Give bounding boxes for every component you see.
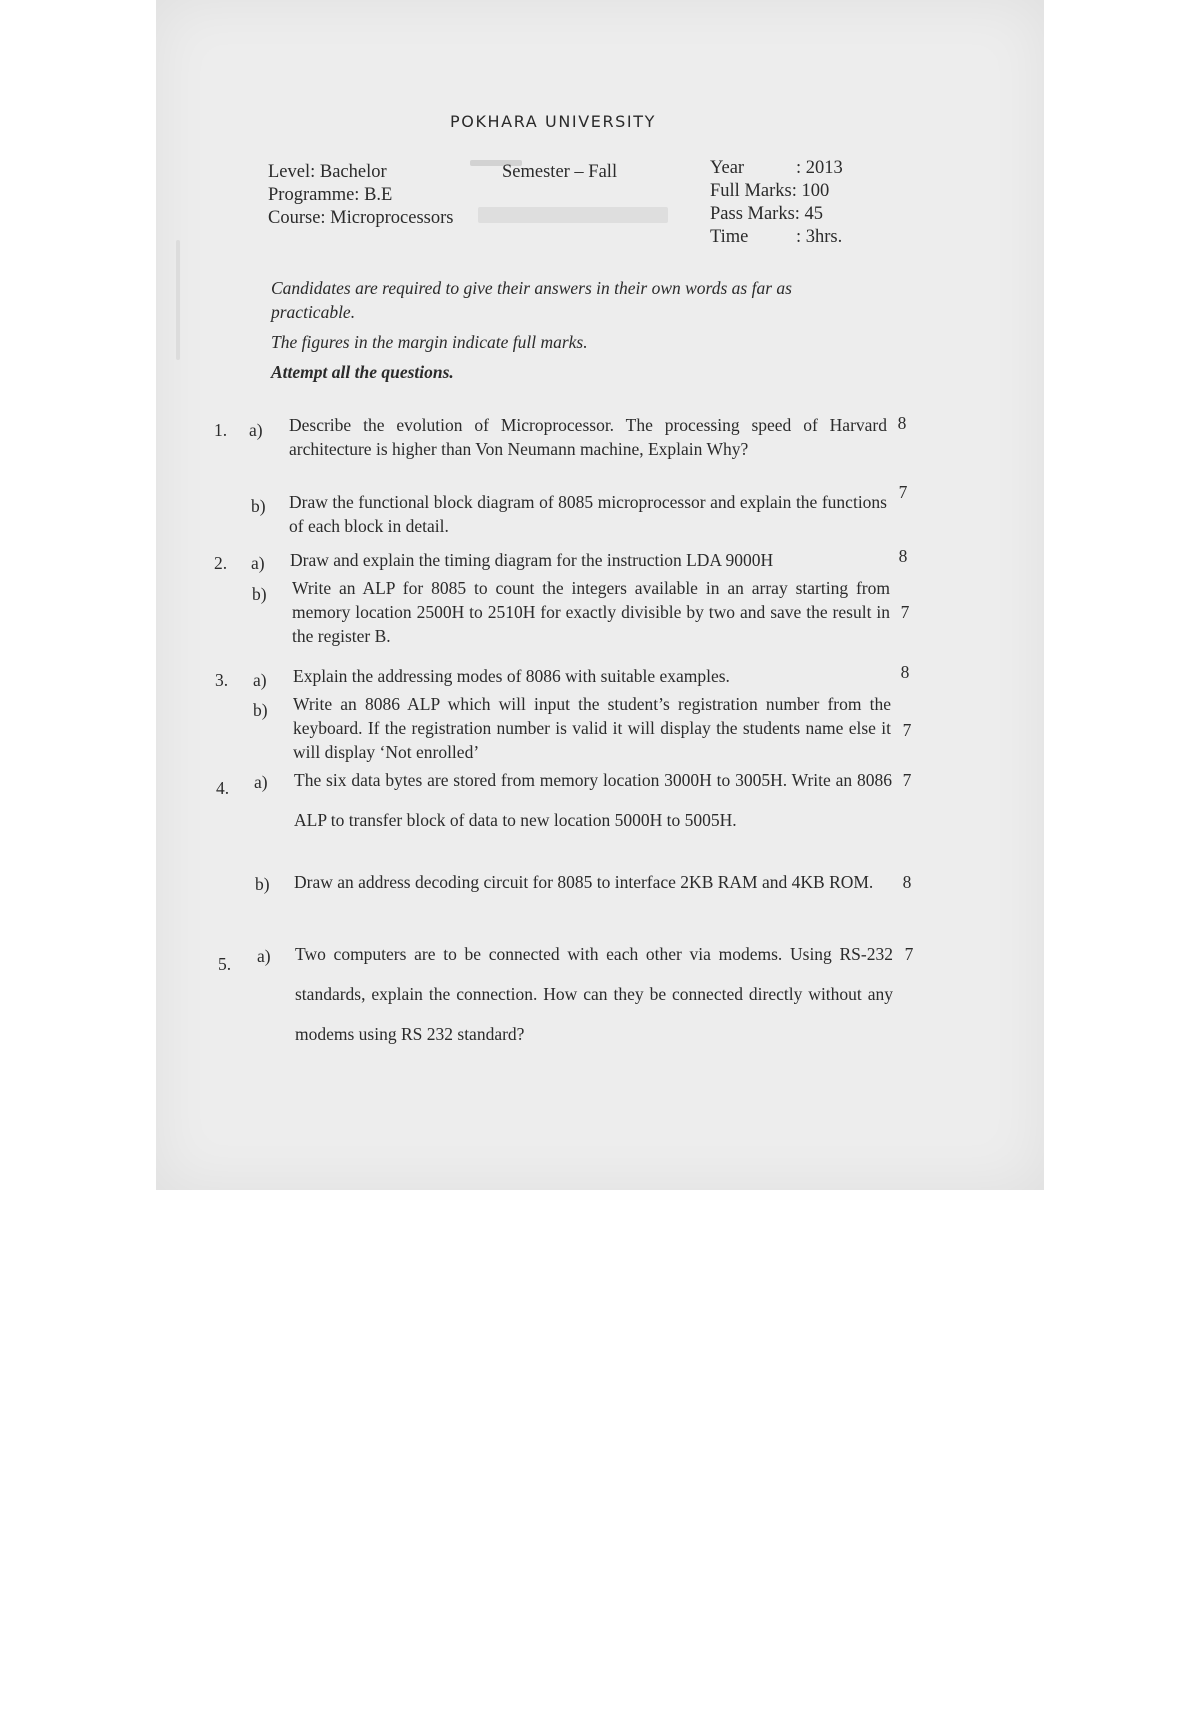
question-part-letter: a) bbox=[257, 946, 271, 966]
question-part-text: Write an 8086 ALP which will input the student’s registration number from the keyboard. If the registration number is valid it will display the students name else it will display ‘Not enrolled’ bbox=[293, 694, 891, 762]
question-number: 2. bbox=[214, 553, 228, 573]
programme: Programme: B.E bbox=[268, 185, 393, 205]
year-label: Year bbox=[710, 158, 745, 178]
exam-meta-right bbox=[710, 157, 843, 249]
question-part-marks: 8 bbox=[902, 872, 912, 892]
instruction-marks: The figures in the margin indicate full marks. bbox=[271, 332, 588, 352]
question-part-marks: 8 bbox=[897, 413, 907, 433]
question-part-letter: a) bbox=[249, 420, 263, 440]
question-part-text: Draw and explain the timing diagram for the instruction LDA 9000H bbox=[290, 550, 774, 570]
instructions bbox=[271, 276, 871, 390]
question-part-text: Draw the functional block diagram of 8085 microprocessor and explain the functions of each block in detail. bbox=[289, 492, 887, 536]
time-label: Time bbox=[710, 227, 749, 247]
question-part-text: Draw an address decoding circuit for 8085 to interface 2KB RAM and 4KB ROM. bbox=[294, 872, 874, 892]
question-number: 1. bbox=[214, 420, 228, 440]
question-part-marks: 7 bbox=[902, 720, 912, 740]
semester: Semester – Fall bbox=[502, 162, 618, 182]
scan-smudge bbox=[176, 240, 180, 360]
pass-marks: Pass Marks: 45 bbox=[710, 204, 824, 224]
question-part-text: Explain the addressing modes of 8086 with suitable examples. bbox=[293, 666, 730, 686]
scan-smudge bbox=[478, 207, 668, 223]
question-number: 5. bbox=[218, 954, 232, 974]
exam-meta-left bbox=[268, 161, 453, 230]
question-part-text: Two computers are to be connected with each other via modems. Using RS-232 standards, explain the connection. How can they be connected directly without any modems using RS 232 standard? bbox=[295, 944, 893, 1044]
question-part-marks: 8 bbox=[898, 546, 908, 566]
question-part-letter: b) bbox=[253, 700, 268, 720]
year-row bbox=[710, 157, 843, 180]
year-value: : 2013 bbox=[796, 158, 843, 178]
question-part-letter: b) bbox=[251, 496, 266, 516]
question-part-letter: a) bbox=[253, 670, 267, 690]
question-part-marks: 7 bbox=[900, 602, 910, 622]
question-part-text: Write an ALP for 8085 to count the integers available in an array starting from memory location 2500H to 2510H for exactly divisible by two and save the result in the register B. bbox=[292, 578, 890, 646]
question-number: 4. bbox=[216, 778, 230, 798]
question-number: 3. bbox=[215, 670, 229, 690]
question-part-marks: 8 bbox=[900, 662, 910, 682]
question-part-letter: b) bbox=[252, 584, 267, 604]
question-part-marks: 7 bbox=[898, 482, 908, 502]
time-value: : 3hrs. bbox=[796, 227, 843, 247]
question-part-letter: b) bbox=[255, 874, 270, 894]
question-part-text: Describe the evolution of Microprocessor. The processing speed of Harvard architecture is higher than Von Neumann machine, Explain Why? bbox=[289, 415, 887, 459]
university-title: POKHARA UNIVERSITY bbox=[450, 112, 657, 131]
question-part-marks: 7 bbox=[902, 770, 912, 790]
instruction-attempt-all: Attempt all the questions. bbox=[271, 362, 454, 382]
time-row bbox=[710, 226, 843, 249]
question-part-letter: a) bbox=[251, 553, 265, 573]
full-marks: Full Marks: 100 bbox=[710, 181, 830, 201]
question-part-letter: a) bbox=[254, 772, 268, 792]
question-part-marks: 7 bbox=[904, 944, 914, 964]
course: Course: Microprocessors bbox=[268, 208, 454, 228]
instruction-own-words: Candidates are required to give their answers in their own words as far as practicable. bbox=[271, 278, 792, 322]
level: Level: Bachelor bbox=[268, 162, 387, 182]
question-part-text: The six data bytes are stored from memory location 3000H to 3005H. Write an 8086 ALP to transfer block of data to new location 5000H to 5005H. bbox=[294, 770, 892, 830]
